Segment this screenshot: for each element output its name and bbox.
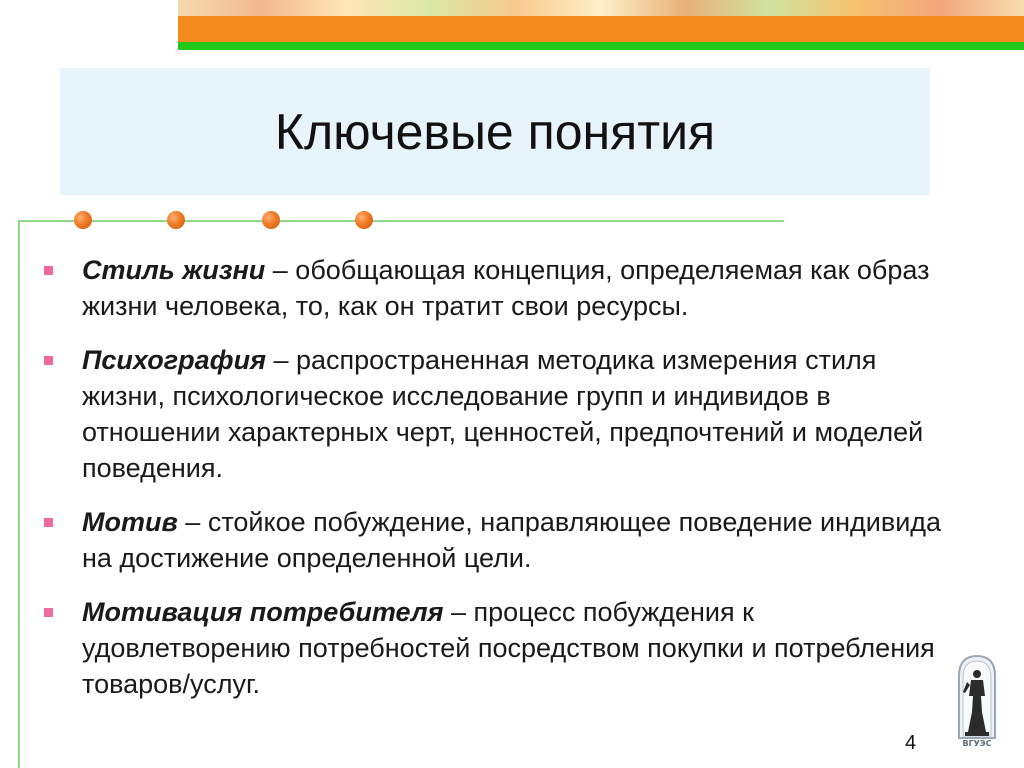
- title-box: [60, 68, 930, 195]
- definition: – распространенная методика измерения стиля жизни, психологическое исследование групп и индивидов в отношении характерных черт, ценностей, предпочтений и моделей поведения.: [82, 345, 924, 483]
- bullet-marker: [44, 518, 53, 527]
- term: Психография: [82, 345, 266, 375]
- term: Мотив: [82, 507, 178, 537]
- list-item: [44, 504, 944, 576]
- frame-line-vertical: [18, 220, 20, 768]
- orange-dot: [167, 211, 185, 229]
- logo-text: ВГУЭС: [962, 739, 992, 748]
- top-orange-band: [178, 16, 1024, 42]
- university-logo: [955, 652, 999, 748]
- page-number: 4: [905, 732, 917, 754]
- orange-dot: [262, 211, 280, 229]
- list-item: [44, 594, 944, 702]
- definition: – процесс побуждения к удовлетворению потребностей посредством покупки и потребления товаров/услуг.: [82, 597, 935, 699]
- orange-dot: [74, 211, 92, 229]
- slide-title: Ключевые понятия: [274, 103, 716, 160]
- bullet-marker: [44, 608, 53, 617]
- top-green-band: [178, 42, 1024, 50]
- bullet-list: [44, 252, 944, 720]
- list-item: [44, 252, 944, 324]
- orange-dot: [355, 211, 373, 229]
- frame-line-horizontal: [18, 220, 784, 222]
- top-decorative-bar: [178, 0, 1024, 52]
- definition: – стойкое побуждение, направляющее поведение индивида на достижение определенной цели.: [82, 507, 942, 573]
- term: Мотивация потребителя: [82, 597, 444, 627]
- bullet-marker: [44, 266, 53, 275]
- list-item: [44, 342, 944, 486]
- definition: – обобщающая концепция, определяемая как образ жизни человека, то, как он тратит свои ресурсы.: [82, 255, 930, 321]
- top-decorative-strip: [178, 0, 1024, 16]
- term: Стиль жизни: [82, 255, 266, 285]
- bullet-marker: [44, 356, 53, 365]
